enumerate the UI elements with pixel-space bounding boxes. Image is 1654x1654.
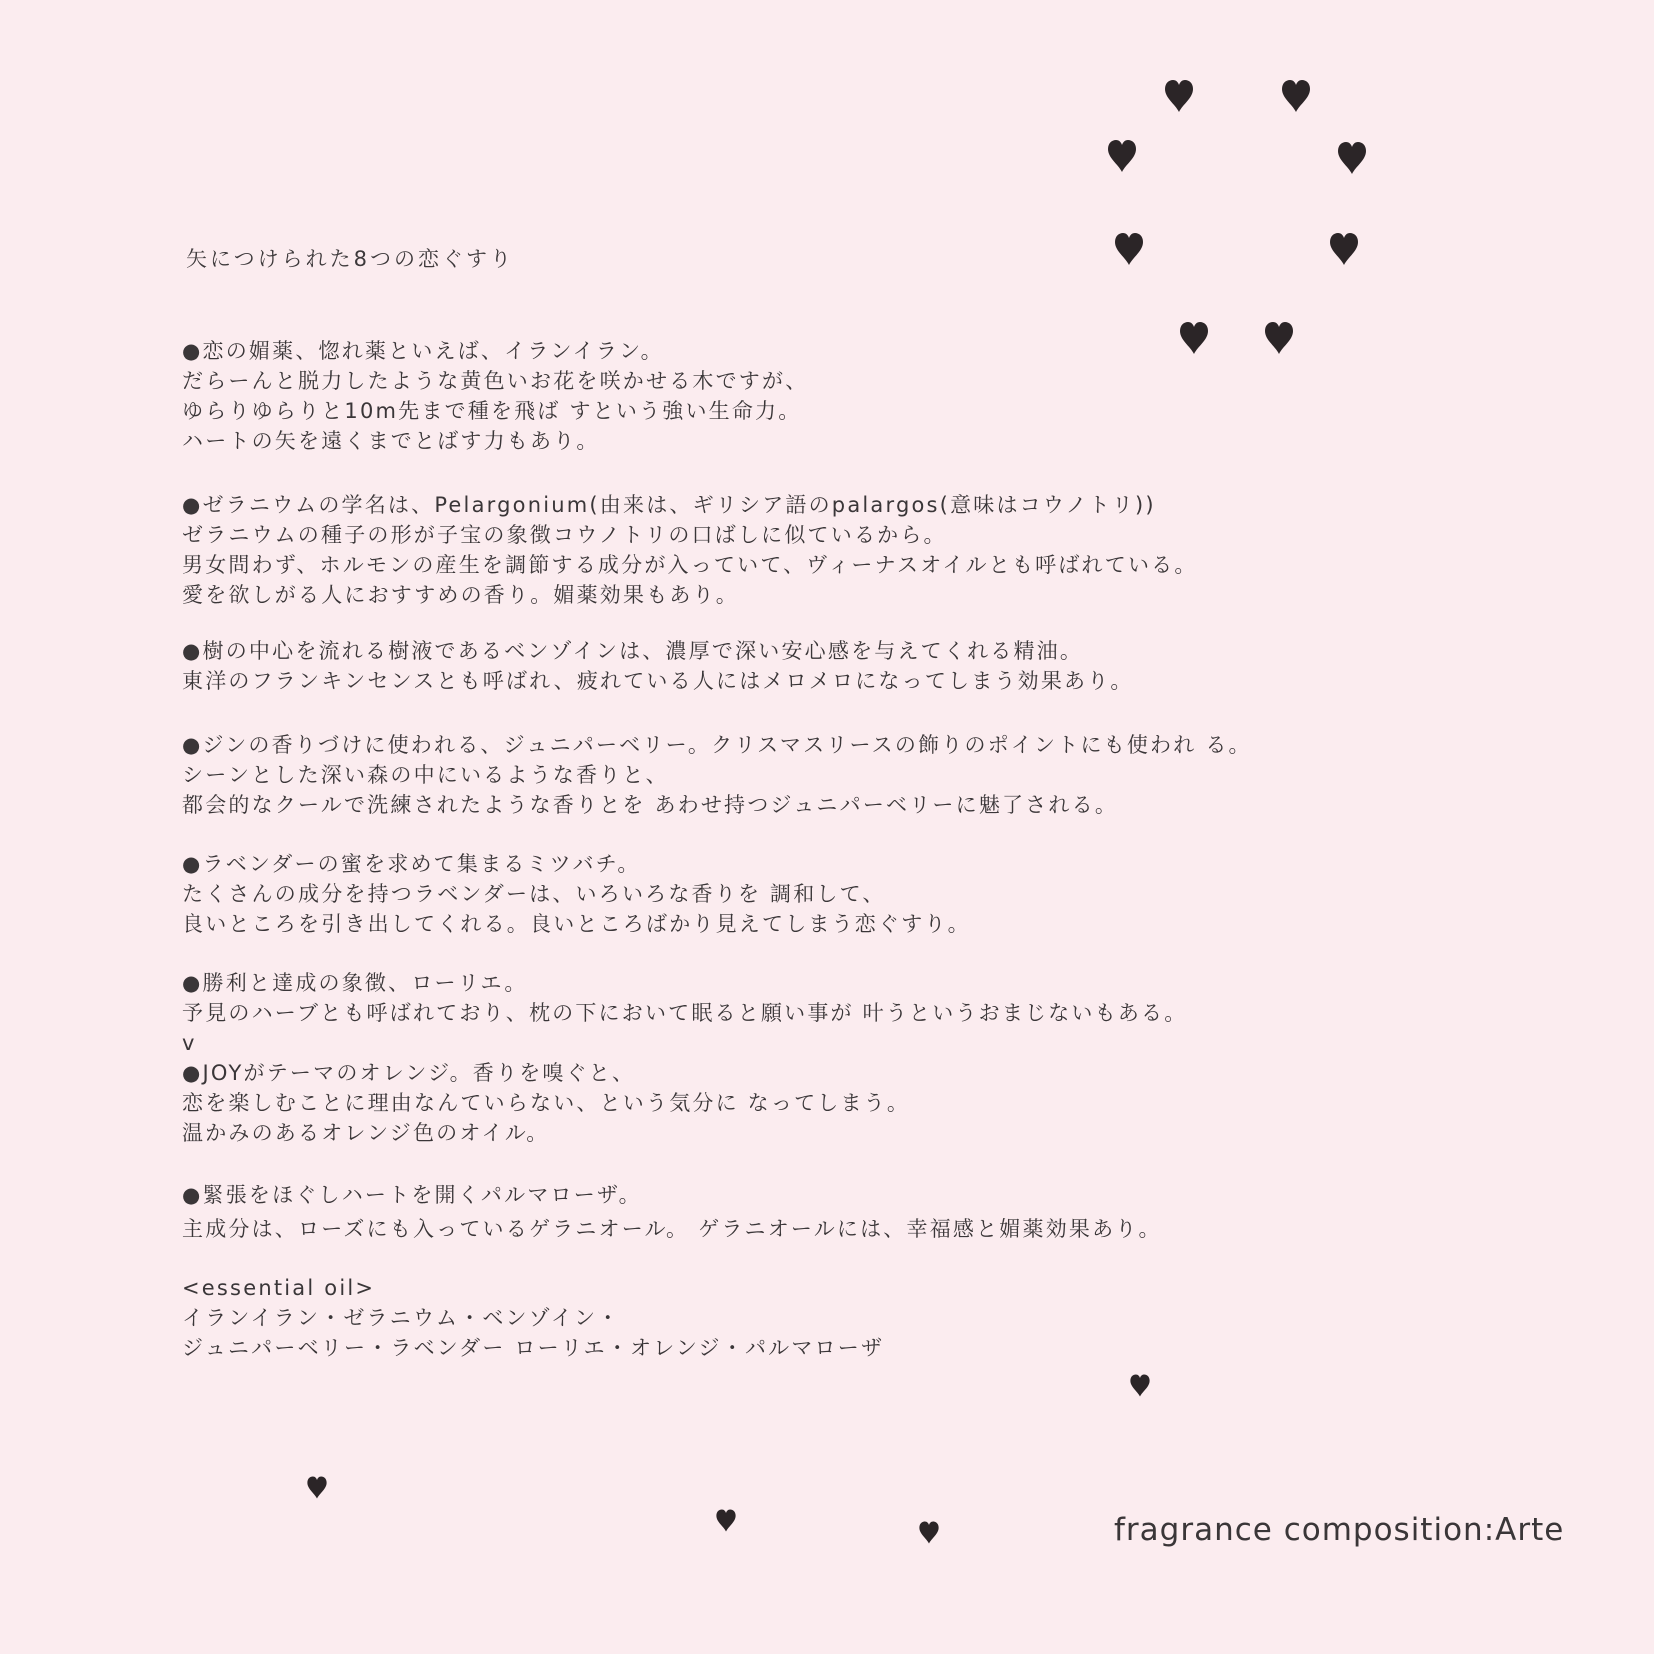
text-line: シーンとした深い森の中にいるような香りと、 [182, 763, 669, 787]
text-line: 恋を楽しむことに理由なんていらない、という気分に なってしまう。 [182, 1091, 911, 1115]
heart-icon [1113, 231, 1145, 267]
text-line: イランイラン・ゼラニウム・ベンゾイン・ [182, 1306, 621, 1330]
heart-icon [1129, 1373, 1151, 1398]
heart-icon [715, 1508, 737, 1533]
heart-icon [1178, 320, 1210, 356]
heart-icon [1106, 138, 1138, 174]
text-line: 温かみのあるオレンジ色のオイル。 [182, 1121, 550, 1145]
section-laurier-orange [182, 968, 1362, 1148]
heart-icon [918, 1520, 940, 1545]
text-line: 愛を欲しがる人におすすめの香り。媚薬効果もあり。 [182, 583, 740, 607]
heart-icon [1263, 320, 1295, 356]
text-line: 東洋のフランキンセンスとも呼ばれ、疲れている人にはメロメロになってしまう効果あり。 [182, 669, 1134, 693]
heart-icon [1336, 140, 1368, 176]
heart-icon [1328, 231, 1360, 267]
text-line: 主成分は、ローズにも入っているゲラニオール。 ゲラニオールには、幸福感と媚薬効果あり。 [182, 1217, 1162, 1241]
text-line: ●JOYがテーマのオレンジ。香りを嗅ぐと、 [182, 1061, 636, 1085]
heart-icon [1163, 78, 1195, 114]
text-line: ●恋の媚薬、惚れ薬といえば、イランイラン。 [182, 339, 664, 363]
text-line: v [182, 1031, 197, 1055]
credit-text: fragrance composition:Arte [1114, 1512, 1565, 1548]
section-palmarosa [182, 1176, 1362, 1244]
text-line: ゼラニウムの種子の形が子宝の象徴コウノトリの口ばしに似ているから。 [182, 523, 947, 547]
text-line: だらーんと脱力したような黄色いお花を咲かせる木ですが、 [182, 369, 809, 393]
text-line: ●ラベンダーの蜜を求めて集まるミツバチ。 [182, 852, 641, 876]
text-line: ●ジンの香りづけに使われる、ジュニパーベリー。クリスマスリースの飾りのポイントにも使われ る。 [182, 733, 1252, 757]
text-line: ハートの矢を遠くまでとばす力もあり。 [182, 429, 600, 453]
section-lavender [182, 849, 1362, 939]
heart-icon [1280, 78, 1312, 114]
text-line: ゆらりゆらりと10m先まで種を飛ば すという強い生命力。 [182, 399, 802, 423]
section-geranium [182, 490, 1362, 610]
page-title: 矢につけられた8つの恋ぐすり [186, 247, 514, 271]
text-line: 予見のハーブとも呼ばれており、枕の下において眠ると願い事が 叶うというおまじないもある。 [182, 1001, 1188, 1025]
text-line: たくさんの成分を持つラベンダーは、いろいろな香りを 調和して、 [182, 882, 886, 906]
text-line: 都会的なクールで洗練されたような香りとを あわせ持つジュニパーベリーに魅了される。 [182, 793, 1119, 817]
section-juniper-berry [182, 730, 1362, 820]
text-line: ●緊張をほぐしハートを開くパルマローザ。 [182, 1183, 642, 1207]
heart-icon [306, 1475, 328, 1500]
text-line: ●ゼラニウムの学名は、Pelargonium(由来は、ギリシア語のpalargos(意味はコウノトリ)) [182, 493, 1156, 517]
text-line: 良いところを引き出してくれる。良いところばかり見えてしまう恋ぐすり。 [182, 912, 971, 936]
text-line: 男女問わず、ホルモンの産生を調節する成分が入っていて、ヴィーナスオイルとも呼ばれている。 [182, 553, 1198, 577]
text-line: ●勝利と達成の象徴、ローリエ。 [182, 971, 528, 995]
section-essential-oil [182, 1273, 1362, 1363]
text-line: <essential oil> [182, 1276, 376, 1300]
text-line: ジュニパーベリー・ラベンダー ローリエ・オレンジ・パルマローザ [182, 1336, 885, 1360]
text-line: ●樹の中心を流れる樹液であるベンゾインは、濃厚で深い安心感を与えてくれる精油。 [182, 639, 1084, 663]
section-benzoin [182, 636, 1362, 696]
